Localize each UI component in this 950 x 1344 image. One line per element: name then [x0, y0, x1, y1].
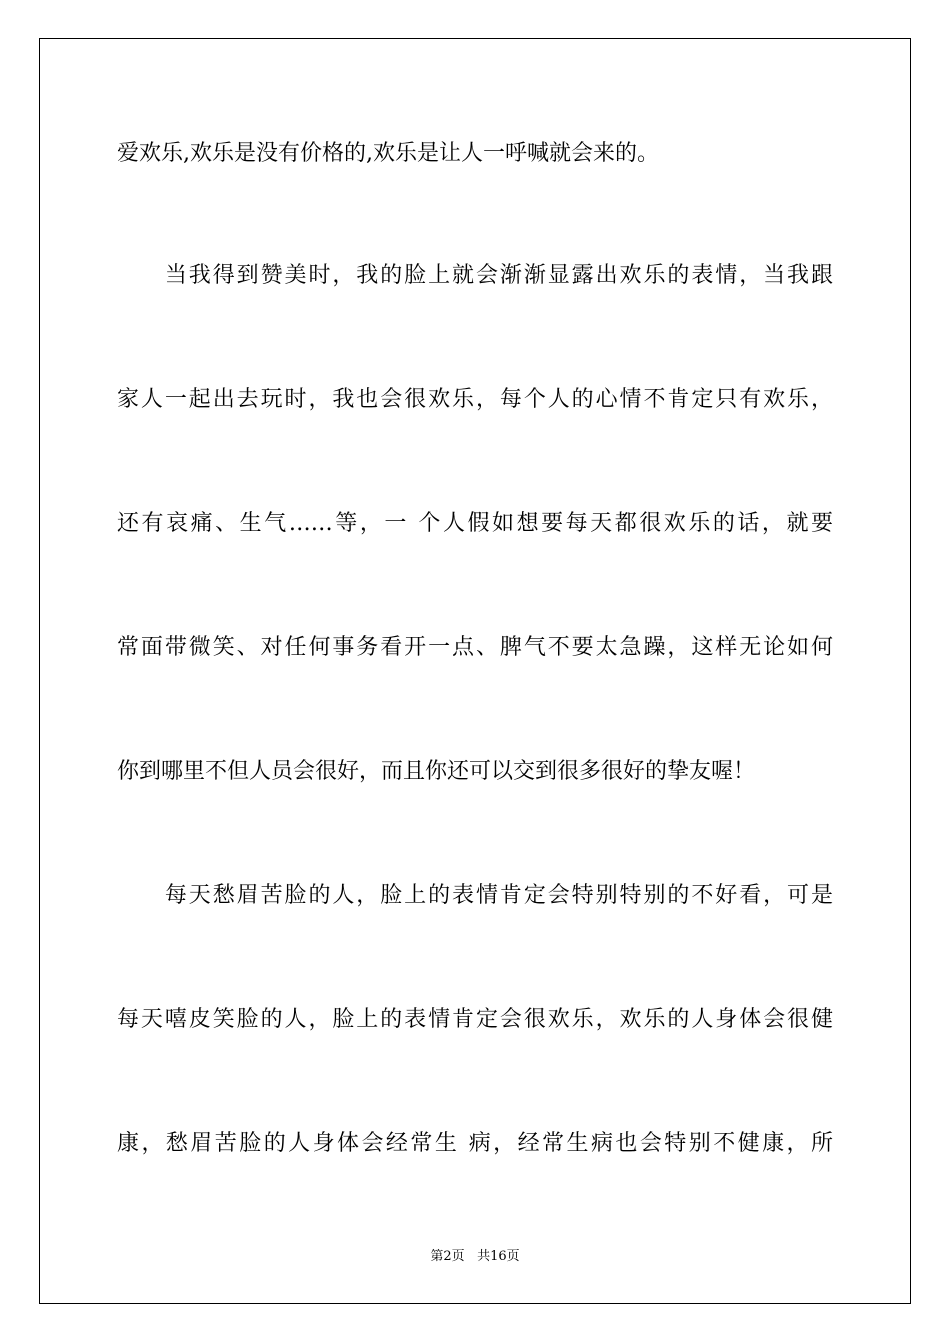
text-line: 爱欢乐,欢乐是没有价格的,欢乐是让人一呼喊就会来的。 — [117, 141, 659, 166]
text-line: 你到哪里不但人员会很好，而且你还可以交到很多很好的挚友喔！ — [117, 759, 756, 784]
text-line: 每天愁眉苦脸的人，脸上的表情肯定会特别特别的不好看，可是 — [117, 883, 833, 908]
page-number: 第2页 — [430, 1249, 465, 1264]
text-line: 当我得到赞美时，我的脸上就会渐渐显露出欢乐的表情，当我跟 — [117, 263, 833, 288]
text-line: 家人一起出去玩时，我也会很欢乐，每个人的心情不肯定只有欢乐， — [117, 387, 833, 412]
page-footer — [0, 1249, 950, 1265]
page-border — [39, 38, 911, 1304]
text-line: 还有哀痛、生气……等，一 个人假如想要每天都很欢乐的话，就要 — [117, 511, 833, 536]
text-line: 常面带微笑、对任何事务看开一点、脾气不要太急躁，这样无论如何 — [117, 635, 833, 660]
text-line: 康，愁眉苦脸的人身体会经常生 病，经常生病也会特别不健康，所 — [117, 1131, 833, 1156]
text-line: 每天嘻皮笑脸的人，脸上的表情肯定会很欢乐，欢乐的人身体会很健 — [117, 1007, 833, 1032]
page-total: 共16页 — [477, 1249, 520, 1264]
